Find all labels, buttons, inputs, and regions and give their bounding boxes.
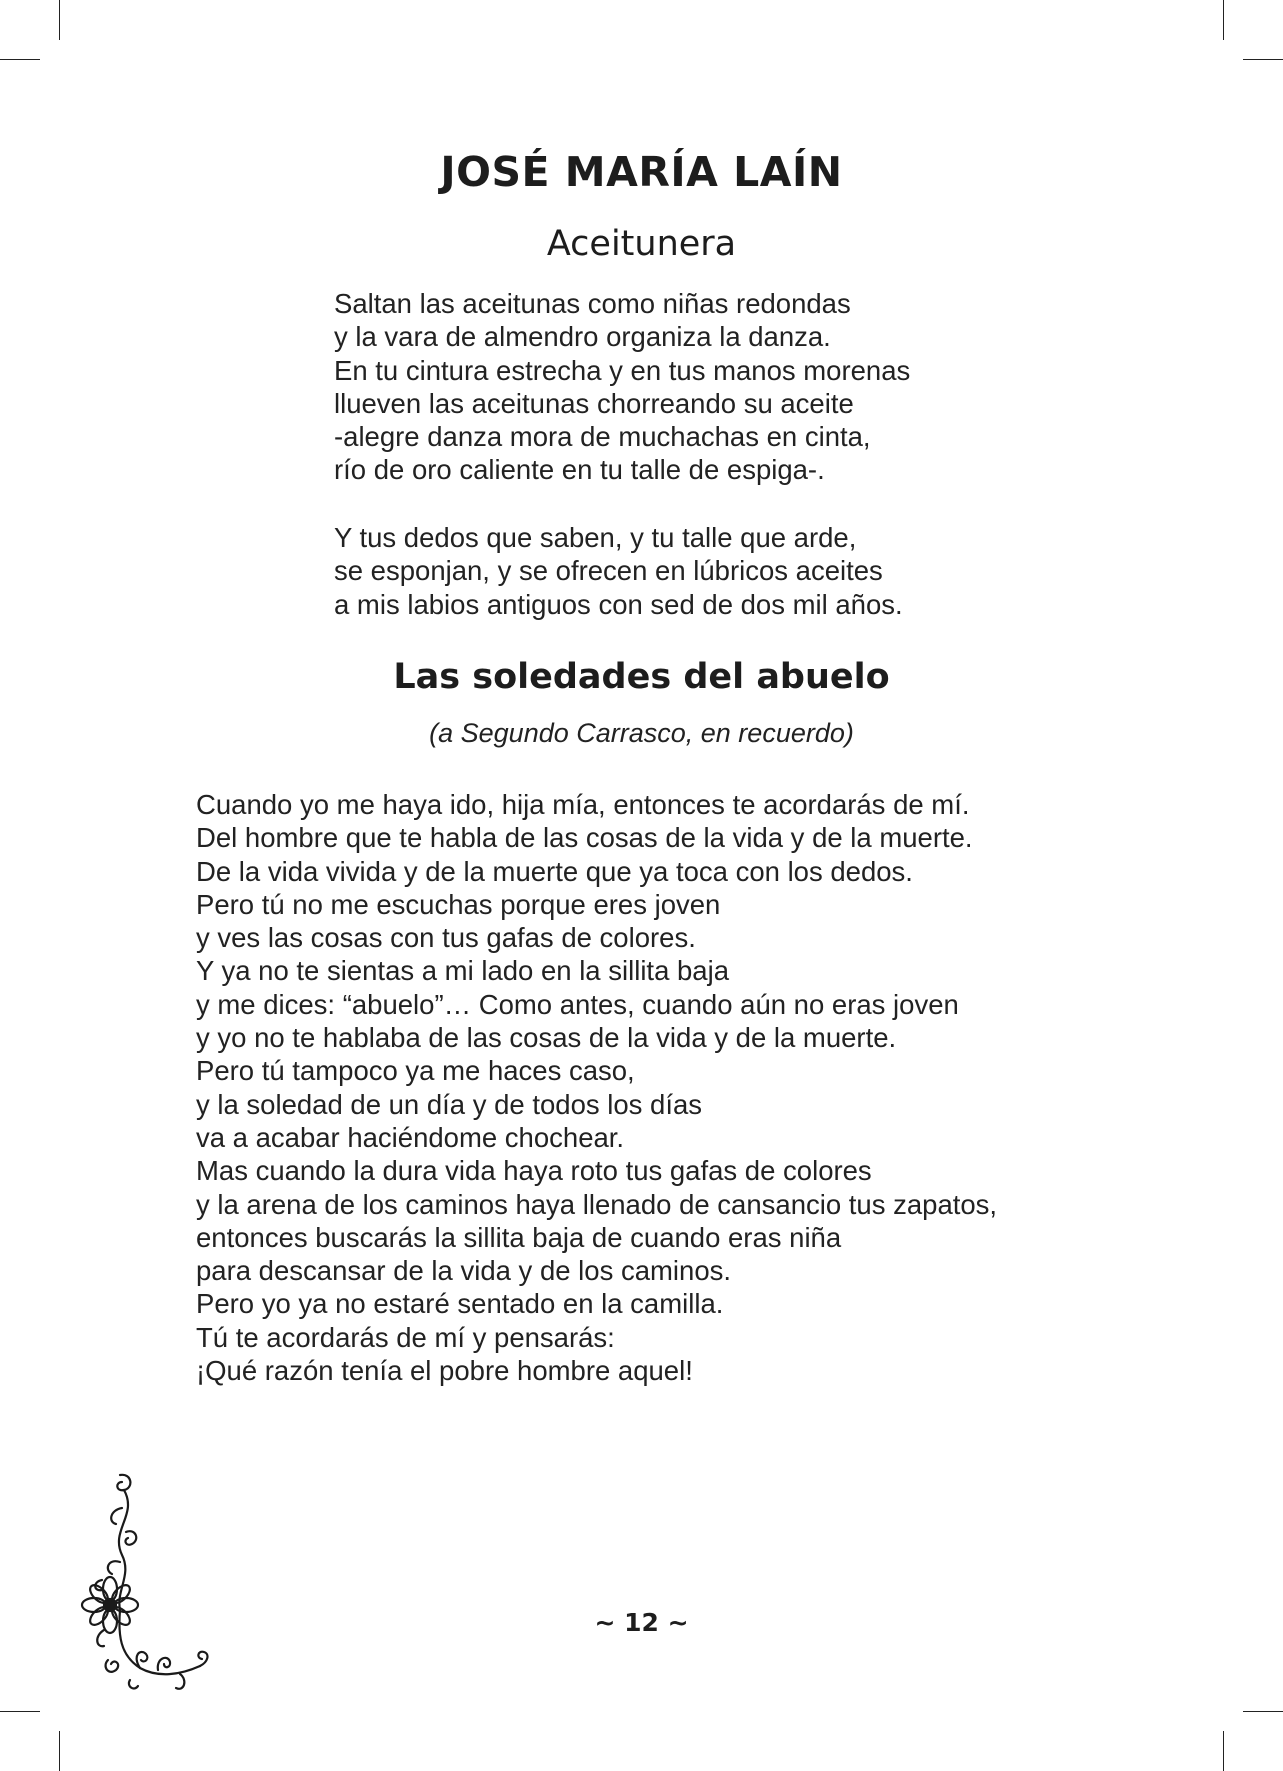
poem-aceitunera-stanza-2 (334, 521, 903, 621)
crop-mark-top-left-h (0, 59, 40, 60)
verse-line: se esponjan, y se ofrecen en lúbricos aceites (334, 555, 883, 587)
verse-line: para descansar de la vida y de los caminos. (196, 1255, 732, 1287)
verse-line: y me dices: “abuelo”… Como antes, cuando aún no eras joven (196, 988, 959, 1020)
verse-line: y la soledad de un día y de todos los días (196, 1088, 703, 1120)
poem-title-soledades: Las soledades del abuelo (393, 657, 890, 697)
verse-line: Mas cuando la dura vida haya roto tus gafas de colores (196, 1155, 872, 1187)
verse-line: Pero tú tampoco ya me haces caso, (196, 1055, 635, 1087)
crop-mark-top-right-v (1223, 0, 1224, 40)
verse-line: y la vara de almendro organiza la danza. (334, 321, 831, 353)
poem-title-aceitunera: Aceitunera (546, 224, 737, 264)
crop-mark-bottom-right-h (1243, 1711, 1283, 1712)
verse-line: Cuando yo me haya ido, hija mía, entonces te acordarás de mí. (196, 789, 970, 820)
verse-line: Pero tú no me escuchas porque eres joven (196, 888, 721, 920)
verse-line: Saltan las aceitunas como niñas redondas (334, 288, 851, 319)
verse-line: -alegre danza mora de muchachas en cinta, (334, 421, 871, 453)
verse-line: y yo no te hablaba de las cosas de la vida y de la muerte. (196, 1022, 897, 1054)
author-heading: JOSÉ MARÍA LAÍN (440, 148, 843, 196)
verse-line: De la vida vivida y de la muerte que ya toca con los dedos. (196, 855, 913, 887)
verse-line: En tu cintura estrecha y en tus manos morenas (334, 354, 911, 386)
verse-line: llueven las aceitunas chorreando su aceite (334, 387, 854, 419)
poem-soledades-stanza-1 (196, 788, 997, 1387)
verse-line: Tú te acordarás de mí y pensarás: (196, 1321, 615, 1353)
verse-line: Pero yo ya no estaré sentado en la camilla. (196, 1288, 724, 1320)
poem-dedication: (a Segundo Carrasco, en recuerdo) (429, 718, 854, 748)
verse-line: entonces buscarás la sillita baja de cuando eras niña (196, 1221, 842, 1253)
verse-line: Y tus dedos que saben, y tu talle que arde, (334, 522, 857, 553)
verse-line: río de oro caliente en tu talle de espiga-. (334, 454, 825, 486)
crop-mark-bottom-right-v (1223, 1731, 1224, 1771)
verse-line: y ves las cosas con tus gafas de colores. (196, 922, 696, 954)
verse-line: ¡Qué razón tenía el pobre hombre aquel! (196, 1355, 693, 1387)
verse-line: va a acabar haciéndome chochear. (196, 1121, 625, 1153)
verse-line: Y ya no te sientas a mi lado en la sillita baja (196, 955, 730, 987)
crop-mark-bottom-left-v (59, 1731, 60, 1771)
verse-line: a mis labios antiguos con sed de dos mil años. (334, 588, 903, 620)
crop-mark-bottom-left-h (0, 1711, 40, 1712)
page-number: ~ 12 ~ (594, 1608, 689, 1637)
crop-mark-top-left-v (59, 0, 60, 40)
verse-line: Del hombre que te habla de las cosas de la vida y de la muerte. (196, 822, 973, 854)
poem-aceitunera-stanza-1 (334, 287, 910, 487)
floral-corner-ornament-icon (80, 1470, 215, 1700)
verse-line: y la arena de los caminos haya llenado de cansancio tus zapatos, (196, 1188, 998, 1220)
crop-mark-top-right-h (1243, 59, 1283, 60)
